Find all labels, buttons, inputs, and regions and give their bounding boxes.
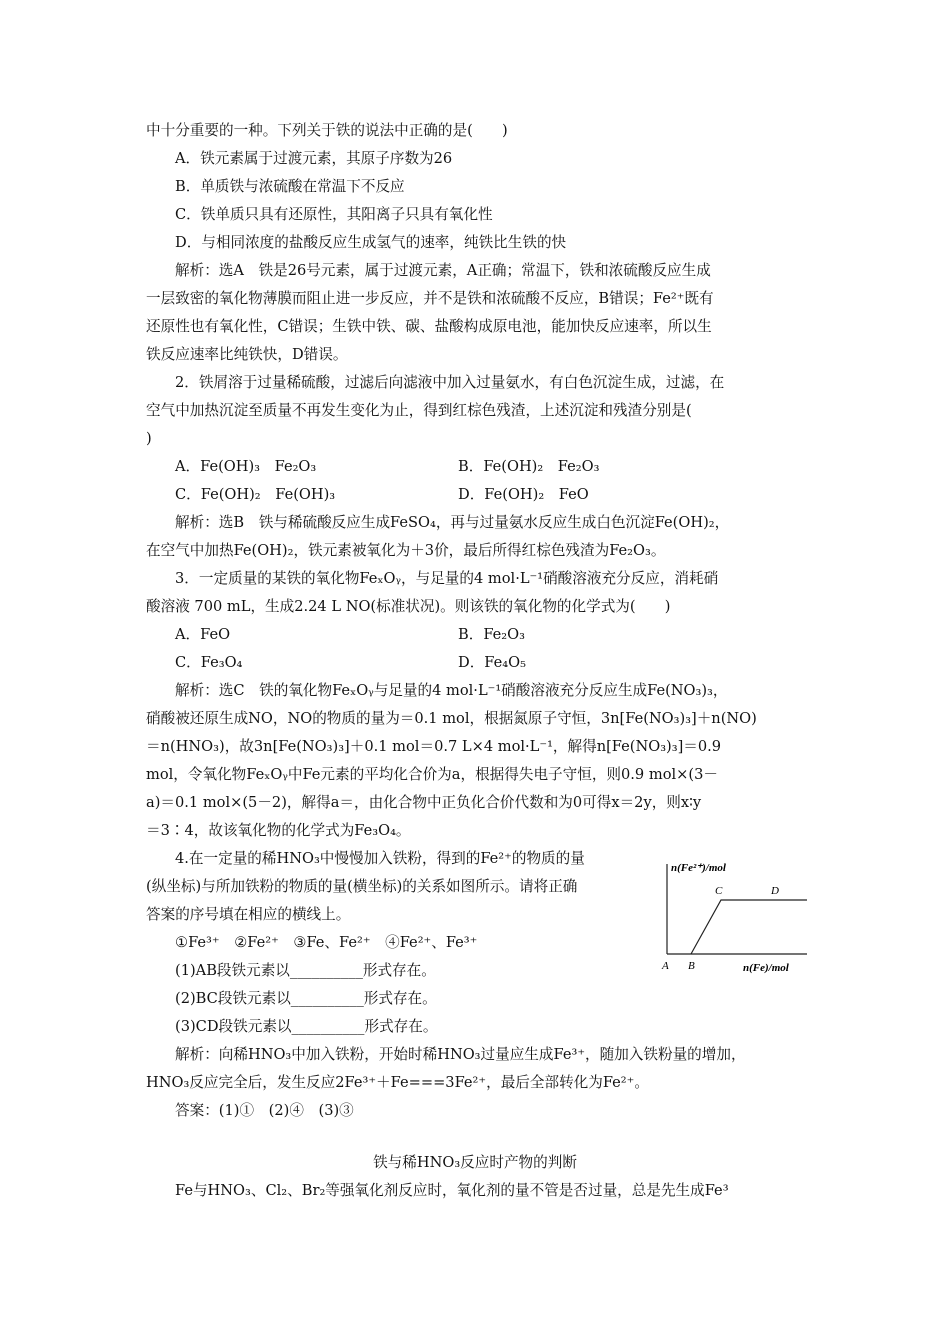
q2-option-a: A．Fe(OH)₃ Fe₂O₃	[175, 458, 317, 475]
q3-analysis-line: 解析：选C 铁的氧化物FeₓOᵧ与足量的4 mol·L⁻¹硝酸溶液充分反应生成Fe(NO₃)₃，	[175, 682, 728, 699]
q3-analysis-line: ＝n(HNO₃)，故3n[Fe(NO₃)₃]＋0.1 mol＝0.7 L×4 mol·L⁻¹，解得n[Fe(NO₃)₃]＝0.9	[146, 738, 722, 755]
q2-option-c: C．Fe(OH)₂ Fe(OH)₃	[175, 486, 336, 503]
point-d-label: D	[771, 885, 779, 897]
q2-stem-line: 空气中加热沉淀至质量不再发生变化为止，得到红棕色残渣，上述沉淀和残渣分别是(	[146, 402, 692, 419]
point-b-label: B	[688, 960, 695, 972]
q3-analysis-line: a)＝0.1 mol×(5－2)，解得a＝，由化合物中正负化合价代数和为0可得x＝2y，则x∶y	[146, 794, 702, 811]
note-text: Fe与HNO₃、Cl₂、Br₂等强氧化剂反应时，氧化剂的量不管是否过量，总是先生成Fe³	[175, 1182, 729, 1199]
q1-option-d: D．与相同浓度的盐酸反应生成氢气的速率，纯铁比生铁的快	[175, 234, 567, 251]
x-axis-label: n(Fe)/mol	[743, 962, 789, 974]
q4-analysis-line: HNO₃反应完全后，发生反应2Fe³⁺＋Fe===3Fe²⁺，最后全部转化为Fe²⁺。	[146, 1074, 649, 1091]
q2-analysis-line: 解析：选B 铁与稀硫酸反应生成FeSO₄，再与过量氨水反应生成白色沉淀Fe(OH)₂，	[175, 514, 730, 531]
section-title: 铁与稀HNO₃反应时产物的判断	[373, 1154, 577, 1171]
q2-stem-line: )	[146, 430, 152, 447]
q1-stem: 中十分重要的一种。下列关于铁的说法中正确的是( )	[146, 122, 508, 139]
point-a-label: A	[662, 960, 669, 972]
q2-stem-line: 2．铁屑溶于过量稀硫酸，过滤后向滤液中加入过量氨水，有白色沉淀生成，过滤，在	[175, 374, 725, 391]
point-c-label: C	[715, 885, 723, 897]
q2-option-d: D．Fe(OH)₂ FeO	[458, 486, 589, 503]
q4-blank-2: (2)BC段铁元素以__________形式存在。	[175, 990, 437, 1007]
q1-option-b: B．单质铁与浓硫酸在常温下不反应	[175, 178, 405, 195]
q3-option-a: A．FeO	[175, 626, 231, 643]
q3-option-d: D．Fe₄O₅	[458, 654, 526, 671]
graph-line	[691, 900, 807, 954]
q2-option-b: B．Fe(OH)₂ Fe₂O₃	[458, 458, 600, 475]
q2-analysis-line: 在空气中加热Fe(OH)₂，铁元素被氧化为＋3价，最后所得红棕色残渣为Fe₂O₃。	[146, 542, 666, 559]
q1-analysis-line: 一层致密的氧化物薄膜而阻止进一步反应，并不是铁和浓硫酸不反应，B错误；Fe²⁺既有	[146, 290, 714, 307]
q3-stem-line: 3．一定质量的某铁的氧化物FeₓOᵧ，与足量的4 mol·L⁻¹硝酸溶液充分反应，消耗硝	[175, 570, 719, 587]
q1-analysis-line: 还原性也有氧化性，C错误；生铁中铁、碳、盐酸构成原电池，能加快反应速率，所以生	[146, 318, 712, 335]
q4-blank-3: (3)CD段铁元素以__________形式存在。	[175, 1018, 438, 1035]
q4-stem-line: 答案的序号填在相应的横线上。	[146, 906, 351, 923]
q4-choices: ①Fe³⁺ ②Fe²⁺ ③Fe、Fe²⁺ ④Fe²⁺、Fe³⁺	[175, 934, 478, 951]
q1-analysis-line: 铁反应速率比纯铁快，D错误。	[146, 346, 348, 363]
q1-option-a: A．铁元素属于过渡元素，其原子序数为26	[175, 150, 453, 167]
q1-option-c: C．铁单质只具有还原性，其阳离子只具有氧化性	[175, 206, 493, 223]
y-axis-label: n(Fe²⁺)/mol	[671, 862, 726, 874]
q4-blank-1: (1)AB段铁元素以__________形式存在。	[175, 962, 436, 979]
q1-analysis-line: 解析：选A 铁是26号元素，属于过渡元素，A正确；常温下，铁和浓硫酸反应生成	[175, 262, 711, 279]
q3-option-c: C．Fe₃O₄	[175, 654, 243, 671]
q3-option-b: B．Fe₂O₃	[458, 626, 525, 643]
q3-stem-line: 酸溶液 700 mL，生成2.24 L NO(标准状况)。则该铁的氧化物的化学式为( )	[146, 598, 671, 615]
q3-analysis-line: ＝3∶4，故该氧化物的化学式为Fe₃O₄。	[146, 822, 411, 839]
q3-analysis-line: mol，令氧化物FeₓOᵧ中Fe元素的平均化合价为a，根据得失电子守恒，则0.9 mol×(3－	[146, 766, 718, 783]
q4-stem-line: 4.在一定量的稀HNO₃中慢慢加入铁粉，得到的Fe²⁺的物质的量	[175, 850, 585, 867]
q4-analysis-line: 解析：向稀HNO₃中加入铁粉，开始时稀HNO₃过量应生成Fe³⁺，随加入铁粉量的增加，	[175, 1046, 746, 1063]
q3-analysis-line: 硝酸被还原生成NO，NO的物质的量为＝0.1 mol，根据氮原子守恒，3n[Fe(NO₃)₃]＋n(NO)	[146, 710, 757, 727]
q4-answer: 答案：(1)① (2)④ (3)③	[175, 1102, 354, 1119]
q4-stem-line: (纵坐标)与所加铁粉的物质的量(横坐标)的关系如图所示。请将正确	[146, 878, 578, 895]
fe2-amount-graph	[657, 852, 815, 978]
